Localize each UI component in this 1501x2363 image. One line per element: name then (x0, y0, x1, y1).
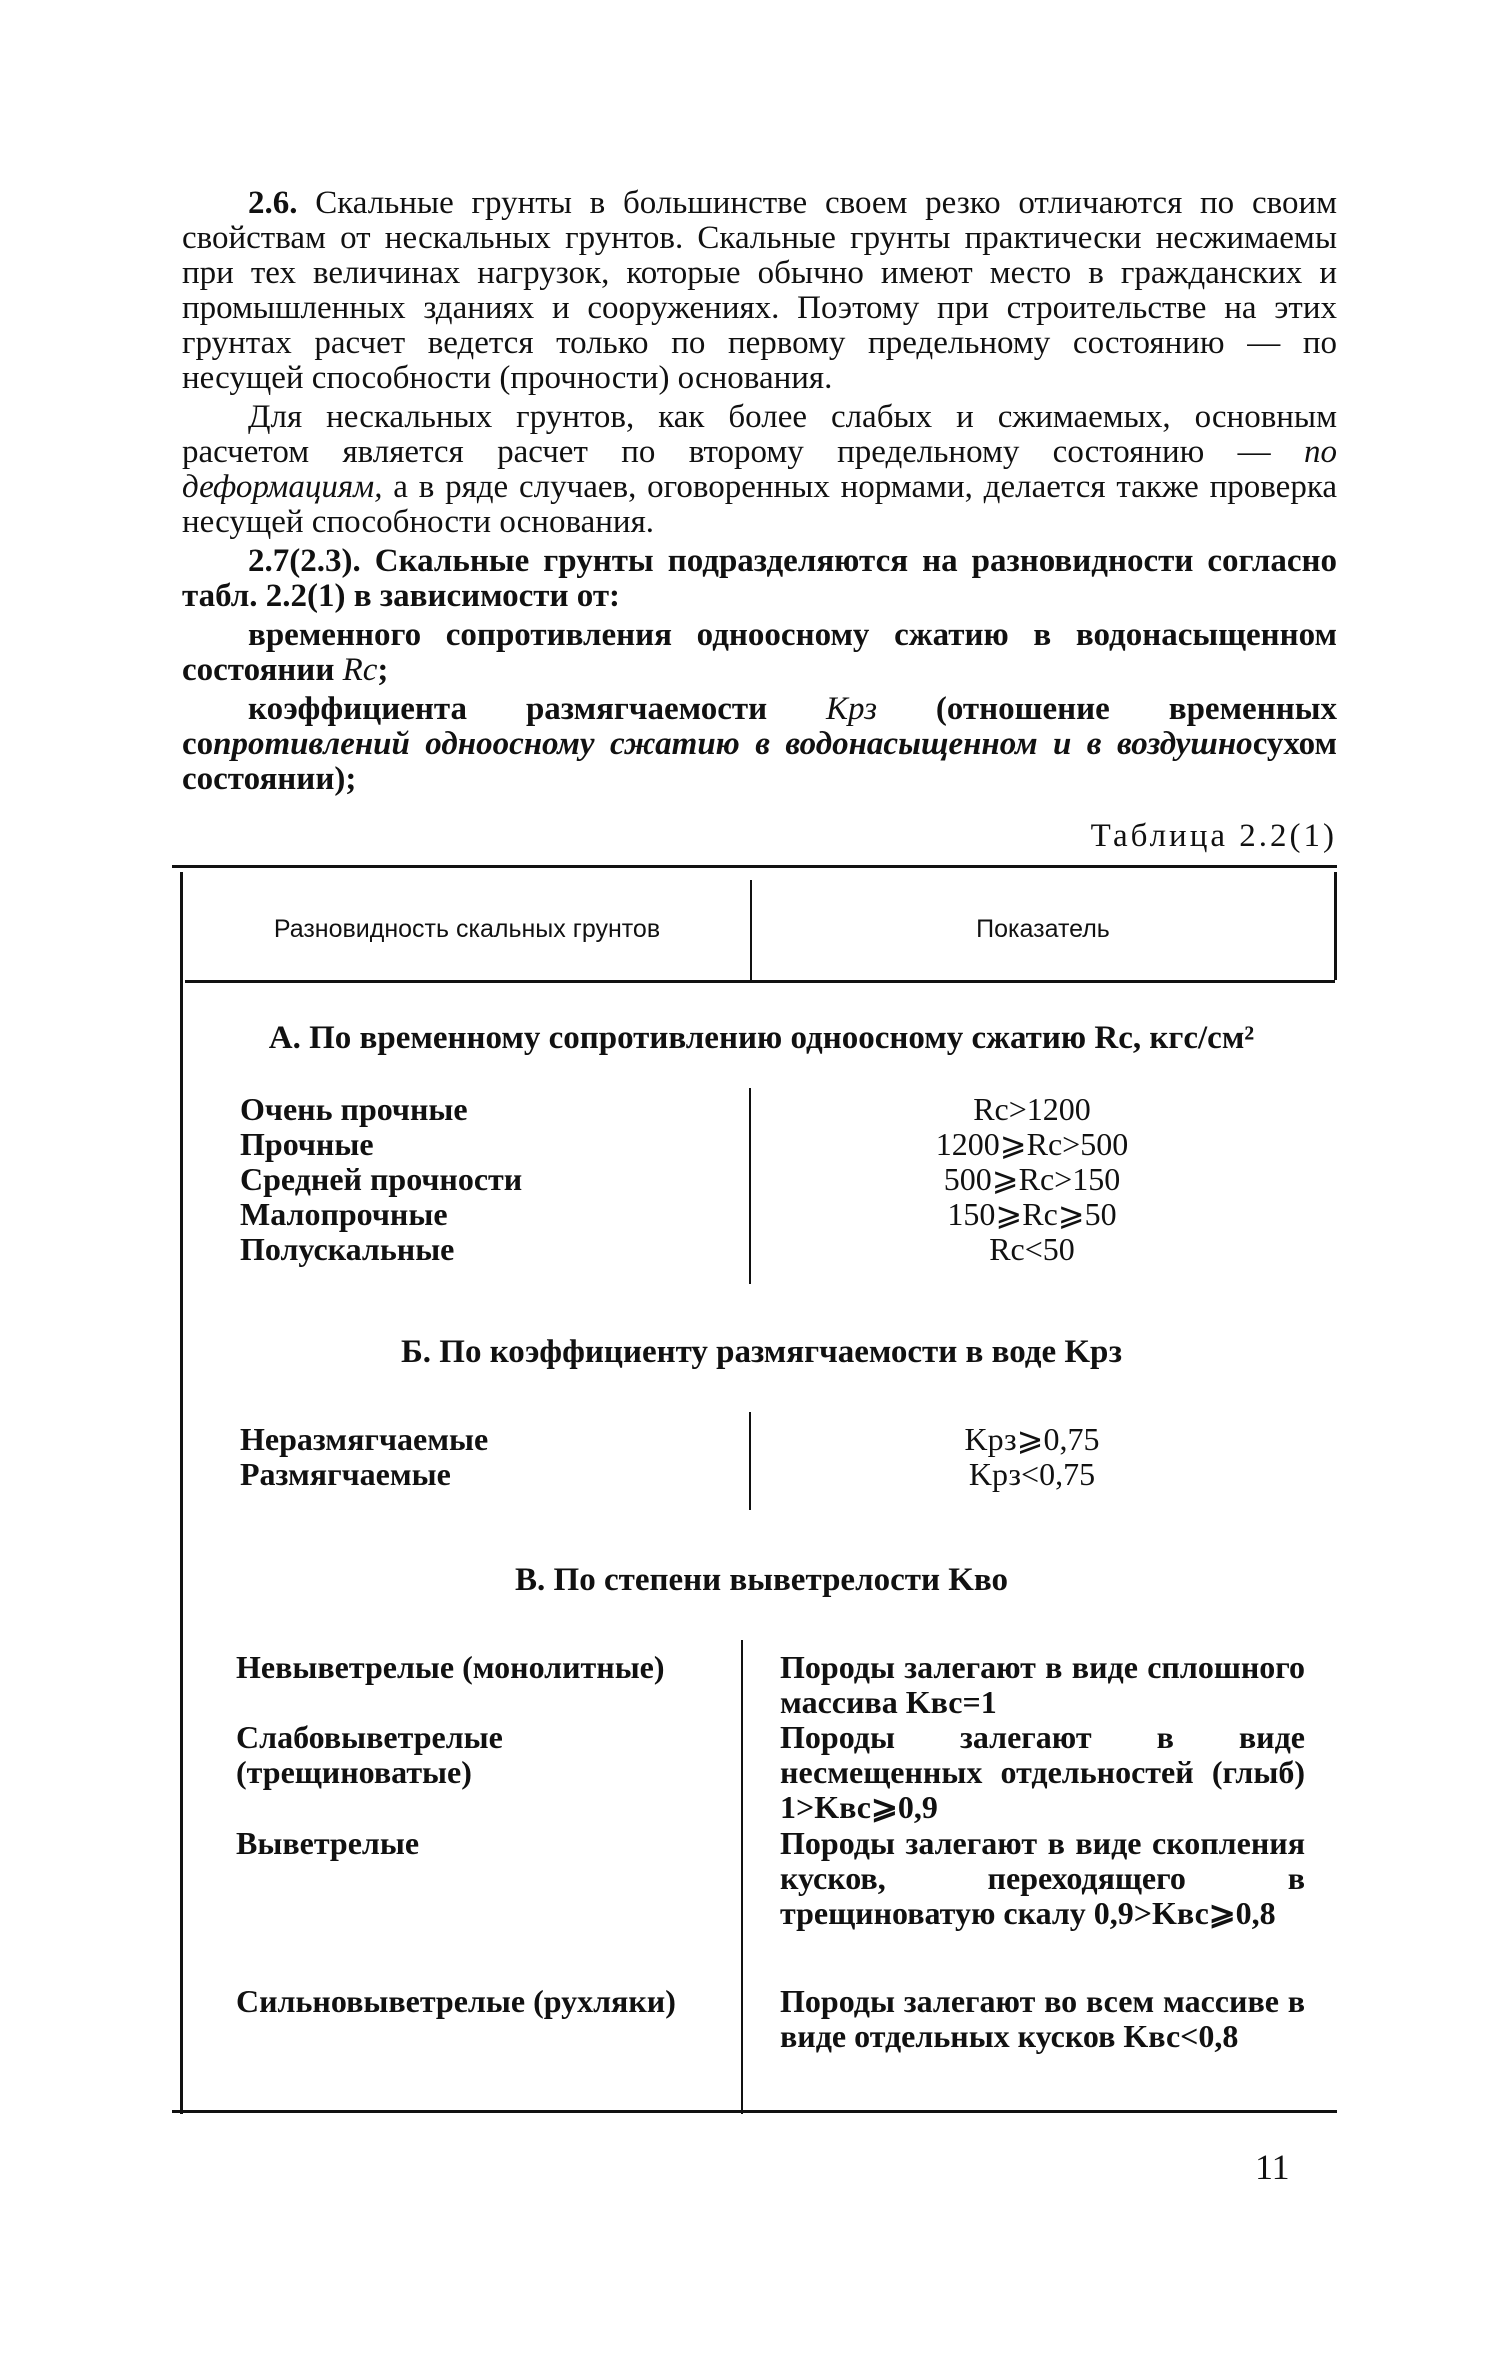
section-c-name-2: Слабовыветрелые (трещиноватые) (236, 1719, 503, 1790)
section-a-divider (749, 1088, 751, 1284)
table-row: Очень прочные (240, 1091, 468, 1127)
section-c-desc-4: Породы залегают во всем массиве в виде отдельных кусков Kвс<0,8 (780, 1983, 1305, 2054)
criterion-softening (182, 692, 1337, 797)
clause-number: 2.7(2.3). (248, 543, 361, 579)
section-c-title: В. По степени выветрелости Kво (515, 1562, 1008, 1598)
section-b-values (752, 1422, 1312, 1492)
paragraph-text: Скальные грунты в большинстве своем резко отличаются по своим свойствам от нескальных грунтов. Скальные грунты практически несжимаемы при тех величинах нагрузок, которые обычно имеют место в гражданских и промышленных зданиях и сооружениях. Поэтому при строительстве на этих грунтах расчет ведется только по первому предельному состоянию — по несущей способности (прочности) основания. (182, 185, 1337, 396)
paragraph-nonrock (182, 400, 1337, 540)
section-c-name-1: Невыветрелые (монолитные) (236, 1649, 665, 1685)
section-c-divider (741, 1640, 743, 2114)
symbol-krz: Kрз (826, 691, 877, 727)
table-cell: 150⩾Rc⩾50 (947, 1196, 1117, 1232)
criterion-strength (182, 618, 1337, 688)
table-top-rule (172, 865, 1337, 868)
symbol-rc: Rс (342, 652, 378, 688)
table-row: Прочные (240, 1126, 374, 1162)
paragraph-text: временного сопротивления одноосному сжатию в водонасыщенном состоянии (182, 617, 1337, 688)
paragraph-text: коэффициента размягчаемости (248, 691, 826, 727)
section-b-divider (749, 1412, 751, 1510)
table-row: Полускальные (240, 1231, 455, 1267)
paragraph-text: Для нескальных грунтов, как более слабых и сжимаемых, основным расчетом является расчет по второму предельному состоянию — (182, 399, 1337, 470)
paragraph-2-7 (182, 544, 1337, 614)
section-c-name-4: Сильновыветрелые (рухляки) (236, 1983, 676, 2019)
table-row: Малопрочные (240, 1196, 448, 1232)
section-b-title: Б. По коэффициенту размягчаемости в воде Kрз (400, 1334, 1123, 1370)
section-c-desc-3: Породы залегают в виде скопления кусков, переходящего в трещиноватую скалу 0,9>Kвс⩾0,8 (780, 1825, 1305, 1931)
table-cell: Rc>1200 (973, 1091, 1091, 1127)
table-cell: 500⩾Rc>150 (943, 1161, 1121, 1197)
paragraph-text: сухом состоянии); (182, 726, 1337, 797)
paragraph-text: (отношение временных со (182, 691, 1337, 762)
section-a-names (240, 1092, 740, 1267)
body-text (182, 186, 1337, 797)
emphasis-text: по деформациям, (182, 434, 1337, 505)
clause-number: 2.6. (248, 185, 298, 221)
table-cell: Rc<50 (989, 1231, 1075, 1267)
table-cell: 1200⩾Rc>500 (935, 1126, 1129, 1162)
header-bottom-rule (185, 980, 1335, 983)
table-cell: Kрз⩾0,75 (964, 1421, 1100, 1457)
table-caption: Таблица 2.2(1) (1090, 818, 1337, 854)
paragraph-text: а в ряде случаев, оговоренных нормами, делается также проверка несущей способности основания. (182, 469, 1337, 540)
emphasis-text: противлений одноосному сжатию в водонасыщенном и в воздушно (213, 726, 1253, 762)
table-bottom-rule (172, 2110, 1337, 2113)
header-right: Показатель (976, 915, 1110, 943)
table-row: Средней прочности (240, 1161, 523, 1197)
paragraph-text: Скальные грунты подразделяются на разновидности согласно табл. 2.2(1) в зависимости от: (182, 543, 1337, 614)
header-left: Разновидность скальных грунтов (273, 915, 661, 943)
section-c-name-3: Выветрелые (236, 1825, 420, 1861)
page-number: 11 (1255, 2147, 1290, 2187)
section-a-title: А. По временному сопротивлению одноосному сжатию Rc, кгс/см² (268, 1020, 1255, 1056)
table-row: Размягчаемые (240, 1456, 451, 1492)
paragraph-text: ; (377, 652, 389, 688)
table-cell: Kрз<0,75 (968, 1456, 1096, 1492)
section-a-values (752, 1092, 1312, 1267)
table-row: Неразмягчаемые (240, 1421, 489, 1457)
paragraph-2-6 (182, 186, 1337, 396)
table-left-border (180, 872, 183, 2114)
section-b-names (240, 1422, 740, 1492)
table-right-border (1334, 872, 1337, 980)
section-c-desc-1: Породы залегают в виде сплошного массива Kвс=1 (780, 1649, 1305, 1720)
section-c-desc-2: Породы залегают в виде несмещенных отдельностей (глыб) 1>Kвс⩾0,9 (780, 1719, 1305, 1825)
